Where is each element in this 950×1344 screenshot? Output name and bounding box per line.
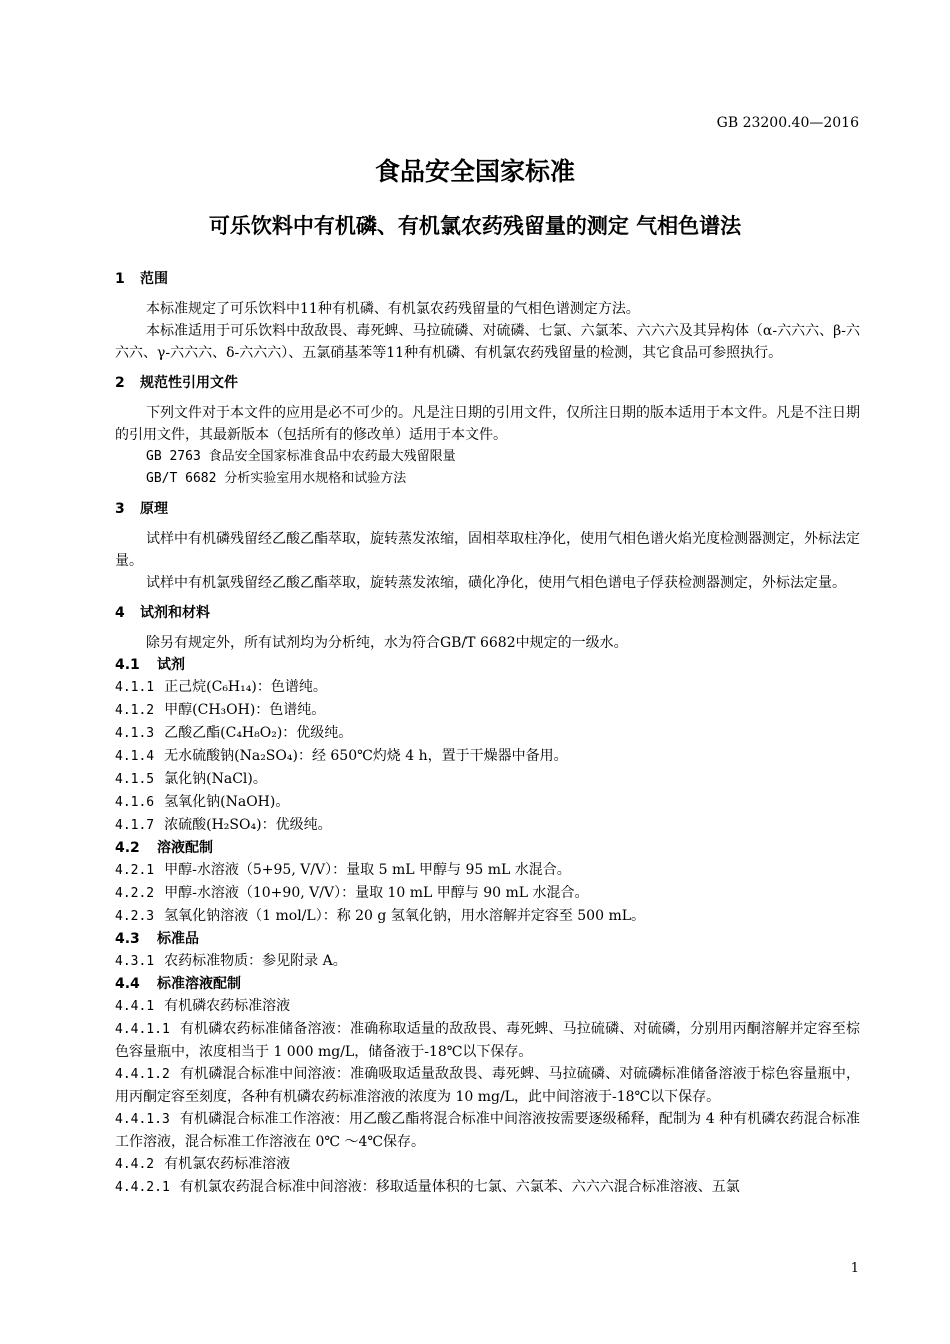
reference-item: GB 2763 食品安全国家标准食品中农药最大残留限量: [146, 449, 456, 464]
clause-number: 4.4.2.1: [115, 1180, 170, 1195]
clause-text: 有机磷农药标准溶液: [164, 998, 291, 1014]
subsection-title: 试剂: [157, 657, 185, 673]
subsection-heading-reagents: [115, 654, 860, 676]
section-heading-principle: [115, 498, 860, 528]
paragraph: 下列文件对于本文件的应用是必不可少的。凡是注日期的引用文件，仅所注日期的版本适用于本文件。凡是不注日期的引用文件，其最新版本（包括所有的修改单）适用于本文件。: [115, 405, 860, 443]
clause-item: [115, 699, 860, 722]
clause-item: [115, 995, 860, 1018]
clause-item: [115, 1176, 860, 1199]
subsection-number: 4.2: [115, 840, 140, 856]
paragraph: 本标准适用于可乐饮料中敌敌畏、毒死蜱、马拉硫磷、对硫磷、七氯、六氯苯、六六六及其异构体（α-六六六、β-六六六、γ-六六六、δ-六六六）、五氯硝基苯等11种有机磷、有机氯农药残留量的检测，其它食品可参照执行。: [115, 323, 860, 361]
clause-number: 4.4.2: [115, 1157, 155, 1172]
clause-text: 无水硫酸钠(Na₂SO₄)：经 650℃灼烧 4 h，置于干燥器中备用。: [164, 748, 568, 764]
clause-number: 4.1.4: [115, 749, 155, 764]
clause-text: 甲醇-水溶液（5+95, V/V）：量取 5 mL 甲醇与 95 mL 水混合。: [164, 862, 571, 878]
clause-number: 4.2.3: [115, 909, 155, 924]
clause-item: [115, 722, 860, 745]
subsection-heading-standards: [115, 928, 860, 950]
clause-text: 乙酸乙酯(C₄H₈O₂)：优级纯。: [164, 725, 353, 741]
section-title: 试剂和材料: [140, 605, 210, 621]
clause-item: [115, 1063, 860, 1108]
clause-number: 4.4.1.3: [115, 1112, 170, 1127]
clause-text: 有机磷农药标准储备溶液：准确称取适量的敌敌畏、毒死蜱、马拉硫磷、对硫磷，分别用丙酮溶解并定容至棕色容量瓶中，浓度相当于 1 000 mg/L，储备液于-18℃以下保存。: [115, 1021, 860, 1060]
section-number: 1: [115, 271, 125, 287]
clause-text: 有机磷混合标准工作溶液：用乙酸乙酯将混合标准中间溶液按需要逐级稀释，配制为 4 种有机磷农药混合标准工作溶液，混合标准工作溶液在 0℃ ～4℃保存。: [115, 1111, 860, 1150]
paragraph: 试样中有机氯残留经乙酸乙酯萃取，旋转蒸发浓缩，磺化净化，使用气相色谱电子俘获检测器测定，外标法定量。: [146, 575, 846, 591]
document-subtitle: 可乐饮料中有机磷、有机氯农药残留量的测定 气相色谱法: [208, 214, 742, 238]
paragraph: 试样中有机磷残留经乙酸乙酯萃取，旋转蒸发浓缩，固相萃取柱净化，使用气相色谱火焰光度检测器测定，外标法定量。: [115, 531, 860, 569]
paragraph: 本标准规定了可乐饮料中11种有机磷、有机氯农药残留量的气相色谱测定方法。: [146, 301, 640, 317]
subsection-heading-standard-solutions: [115, 973, 860, 995]
clause-number: 4.1.2: [115, 703, 155, 718]
subsection-title: 标准品: [157, 931, 199, 947]
clause-item: [115, 745, 860, 768]
clause-number: 4.2.2: [115, 886, 155, 901]
clause-item: [115, 905, 860, 928]
clause-text: 有机磷混合标准中间溶液：准确吸取适量敌敌畏、毒死蜱、马拉硫磷、对硫磷标准储备溶液于棕色容量瓶中，用丙酮定容至刻度，各种有机磷农药标准溶液的浓度为 10 mg/L，此中间溶液于-18℃以下保存。: [115, 1066, 860, 1105]
clause-number: 4.1.6: [115, 795, 155, 810]
standard-code: GB 23200.40—2016: [716, 115, 859, 131]
subsection-title: 溶液配制: [157, 840, 213, 856]
clause-item: [115, 791, 860, 814]
subsection-heading-solutions: [115, 837, 860, 859]
clause-text: 氢氧化钠(NaOH)。: [164, 794, 290, 810]
section-number: 2: [115, 375, 125, 391]
clause-item: [115, 882, 860, 905]
clause-number: 4.1.7: [115, 818, 155, 833]
section-title: 规范性引用文件: [140, 375, 238, 391]
clause-item: [115, 814, 860, 837]
clause-item: [115, 676, 860, 699]
section-heading-reagents: [115, 602, 860, 632]
clause-text: 浓硫酸(H₂SO₄)：优级纯。: [164, 817, 332, 833]
section-number: 4: [115, 605, 125, 621]
clause-item: [115, 859, 860, 882]
section-title: 范围: [140, 271, 168, 287]
clause-number: 4.1.5: [115, 772, 155, 787]
clause-text: 有机氯农药标准溶液: [164, 1156, 291, 1172]
subsection-number: 4.4: [115, 976, 140, 992]
clause-number: 4.4.1.2: [115, 1067, 170, 1082]
document-title: 食品安全国家标准: [374, 157, 575, 186]
section-heading-references: [115, 372, 860, 402]
clause-text: 甲醇(CH₃OH)：色谱纯。: [164, 702, 326, 718]
clause-number: 4.1.3: [115, 726, 155, 741]
clause-number: 4.4.1: [115, 999, 155, 1014]
subsection-number: 4.3: [115, 931, 140, 947]
paragraph: 除另有规定外，所有试剂均为分析纯，水为符合GB/T 6682中规定的一级水。: [146, 635, 628, 651]
clause-text: 农药标准物质：参见附录 A。: [164, 953, 347, 969]
clause-item: [115, 1108, 860, 1153]
clause-item: [115, 768, 860, 791]
section-title: 原理: [140, 501, 168, 517]
document-body: [115, 260, 860, 1199]
subsection-number: 4.1: [115, 657, 140, 673]
section-number: 3: [115, 501, 125, 517]
clause-text: 氢氧化钠溶液（1 mol/L）：称 20 g 氢氧化钠，用水溶解并定容至 500 mL。: [164, 908, 646, 924]
clause-item: [115, 1018, 860, 1063]
clause-number: 4.4.1.1: [115, 1022, 170, 1037]
clause-item: [115, 1153, 860, 1176]
page-number: 1: [850, 1261, 859, 1276]
clause-item: [115, 950, 860, 973]
clause-number: 4.3.1: [115, 954, 155, 969]
clause-number: 4.1.1: [115, 680, 155, 695]
clause-number: 4.2.1: [115, 863, 155, 878]
clause-text: 正己烷(C₆H₁₄)：色谱纯。: [164, 679, 327, 695]
reference-item: GB/T 6682 分析实验室用水规格和试验方法: [146, 471, 407, 486]
subsection-title: 标准溶液配制: [157, 976, 241, 992]
clause-text: 甲醇-水溶液（10+90, V/V）：量取 10 mL 甲醇与 90 mL 水混合。: [164, 885, 589, 901]
clause-text: 有机氯农药混合标准中间溶液：移取适量体积的七氯、六氯苯、六六六混合标准溶液、五氯: [179, 1179, 740, 1195]
section-heading-scope: [115, 268, 860, 298]
clause-text: 氯化钠(NaCl)。: [164, 771, 267, 787]
